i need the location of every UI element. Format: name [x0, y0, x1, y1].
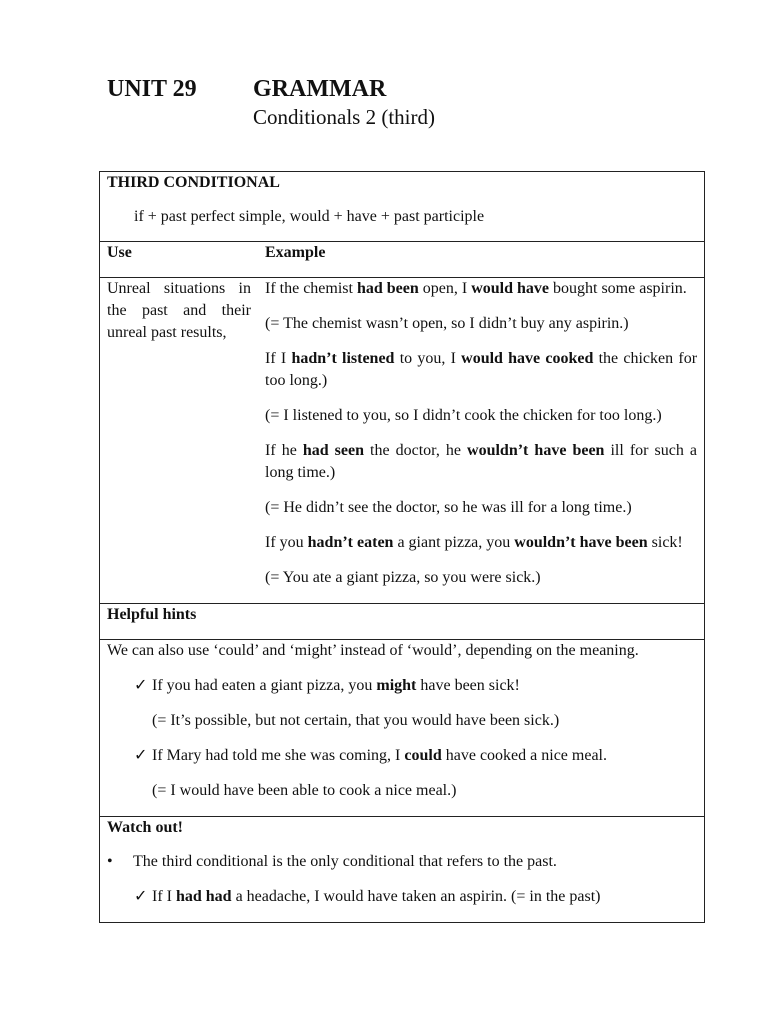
hints-intro: We can also use ‘could’ and ‘might’ instead of ‘would’, depending on the meaning. [107, 642, 639, 659]
watch-out-heading: Watch out! [107, 819, 183, 836]
examples-list [265, 278, 697, 602]
example-explanation: (= You ate a giant pizza, so you were sick.) [265, 569, 541, 586]
example-explanation: (= The chemist wasn’t open, so I didn’t buy any aspirin.) [265, 315, 629, 332]
helpful-hints-header-row [100, 603, 704, 639]
grammar-table [99, 171, 705, 923]
check-icon: ✓ [134, 677, 148, 694]
check-icon: ✓ [134, 888, 148, 905]
watch-out-section [100, 816, 704, 922]
use-column-header: Use [107, 244, 132, 261]
third-conditional-section [100, 172, 704, 241]
hint-explanation: (= I would have been able to cook a nice meal.) [152, 782, 457, 799]
example-sentence: If the chemist had been open, I would have bought some aspirin. [265, 280, 687, 297]
hint-example: ✓ If you had eaten a giant pizza, you might have been sick! [134, 675, 520, 697]
watch-out-point: • The third conditional is the only conditional that refers to the past. [107, 851, 557, 873]
formula: if + past perfect simple, would + have + past participle [134, 208, 485, 225]
unit-number: UNIT 29 [107, 76, 197, 102]
column-header-row [100, 241, 704, 277]
use-description: Unreal situations in the past and their unreal past results, [107, 280, 251, 341]
example-explanation: (= I listened to you, so I didn’t cook the chicken for too long.) [265, 407, 662, 424]
check-icon: ✓ [134, 747, 148, 764]
examples-row [100, 277, 704, 603]
page-subtitle: Conditionals 2 (third) [253, 105, 435, 129]
hint-example: ✓ If Mary had told me she was coming, I could have cooked a nice meal. [134, 745, 607, 767]
example-sentence: If I hadn’t listened to you, I would have cooked the chicken for too long.) [265, 350, 698, 389]
example-sentence: If you hadn’t eaten a giant pizza, you wouldn’t have been sick! [265, 534, 683, 551]
bullet-icon: • [107, 853, 113, 870]
third-conditional-heading: THIRD CONDITIONAL [107, 174, 280, 191]
example-explanation: (= He didn’t see the doctor, so he was ill for a long time.) [265, 499, 632, 516]
page-title: GRAMMAR [253, 76, 387, 102]
helpful-hints-body [100, 639, 704, 816]
example-column-header: Example [265, 244, 326, 261]
watch-out-example: ✓ If I had had a headache, I would have taken an aspirin. (= in the past) [134, 886, 600, 908]
helpful-hints-heading: Helpful hints [107, 606, 197, 623]
example-sentence: If he had seen the doctor, he wouldn’t have been ill for such a long time.) [265, 442, 698, 481]
hint-explanation: (= It’s possible, but not certain, that you would have been sick.) [152, 712, 560, 729]
